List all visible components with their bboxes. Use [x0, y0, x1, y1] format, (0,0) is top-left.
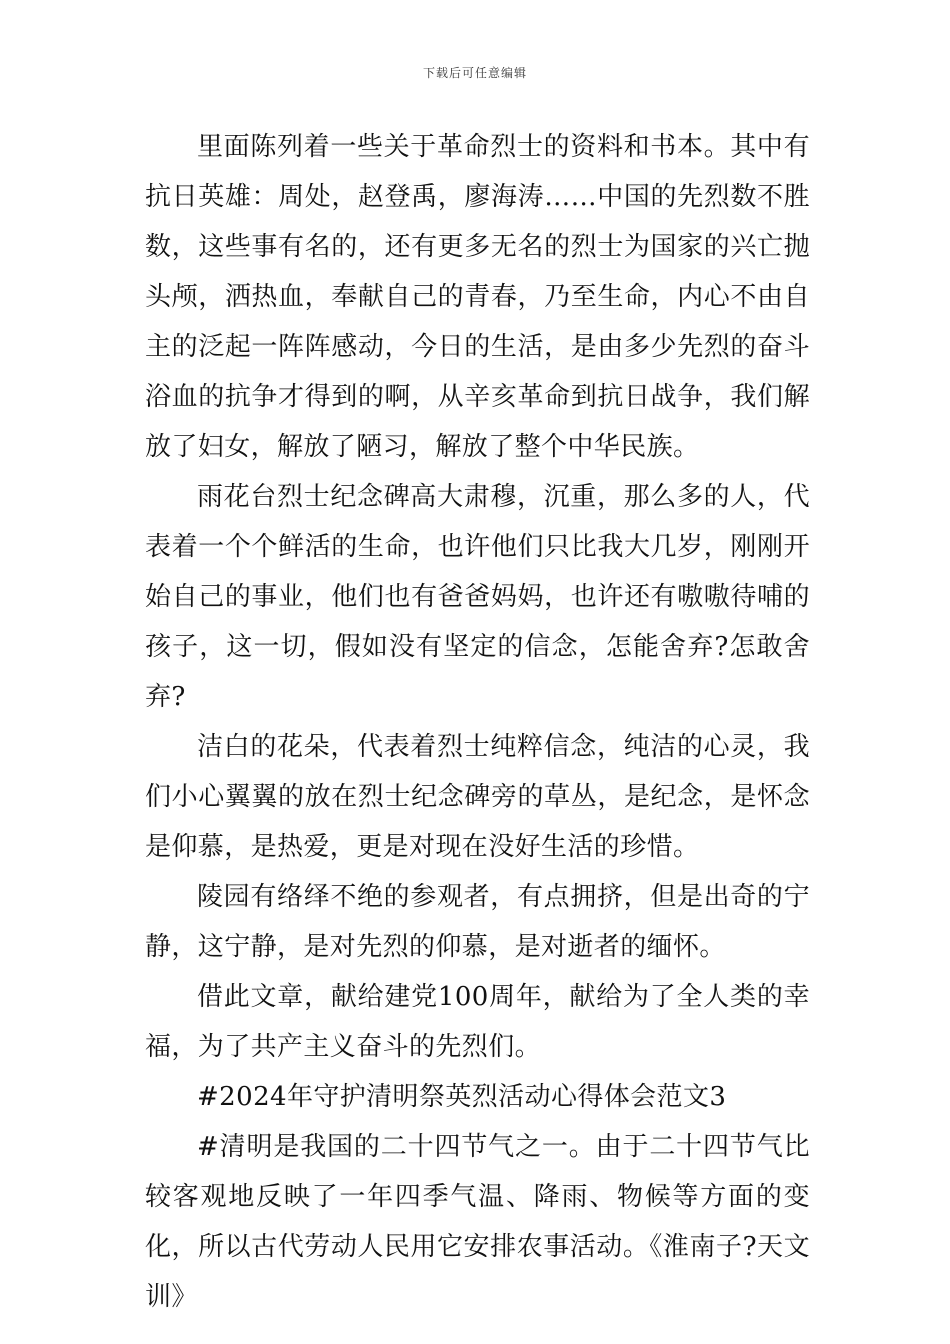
section-heading: #2024年守护清明祭英烈活动心得体会范文3 — [197, 1082, 727, 1112]
page-header: 下载后可任意编辑 — [422, 66, 527, 80]
paragraph-2: 雨花台烈士纪念碑高大肃穆，沉重，那么多的人，代表着一个个鲜活的生命，也许他们只比我大几岁，刚刚开始自己的事业，他们也有爸爸妈妈，也许还有嗷嗷待哺的孩子，这一切，假如没有坚定的信念，怎能舍弃?怎敢舍弃? — [145, 482, 810, 712]
paragraph-1: 里面陈列着一些关于革命烈士的资料和书本。其中有抗日英雄：周处，赵登禹，廖海涛……中国的先烈数不胜数，这些事有名的，还有更多无名的烈士为国家的兴亡抛头颅，洒热血，奉献自己的青春，乃至生命，内心不由自主的泛起一阵阵感动，今日的生活，是由多少先烈的奋斗浴血的抗争才得到的啊，从辛亥革命到抗日战争，我们解放了妇女，解放了陋习，解放了整个中华民族。 — [145, 132, 810, 462]
paragraph-5: 借此文章，献给建党100周年，献给为了全人类的幸福，为了共产主义奋斗的先烈们。 — [145, 982, 810, 1062]
paragraph-6: #清明是我国的二十四节气之一。由于二十四节气比较客观地反映了一年四季气温、降雨、物候等方面的变化，所以古代劳动人民用它安排农事活动。《淮南子?天文训》 — [145, 1132, 810, 1312]
paragraph-3: 洁白的花朵，代表着烈士纯粹信念，纯洁的心灵，我们小心翼翼的放在烈士纪念碑旁的草丛，是纪念，是怀念是仰慕，是热爱，更是对现在没好生活的珍惜。 — [145, 732, 810, 862]
paragraph-4: 陵园有络绎不绝的参观者，有点拥挤，但是出奇的宁静，这宁静，是对先烈的仰慕，是对逝者的缅怀。 — [145, 882, 810, 962]
document-body — [145, 122, 810, 1322]
